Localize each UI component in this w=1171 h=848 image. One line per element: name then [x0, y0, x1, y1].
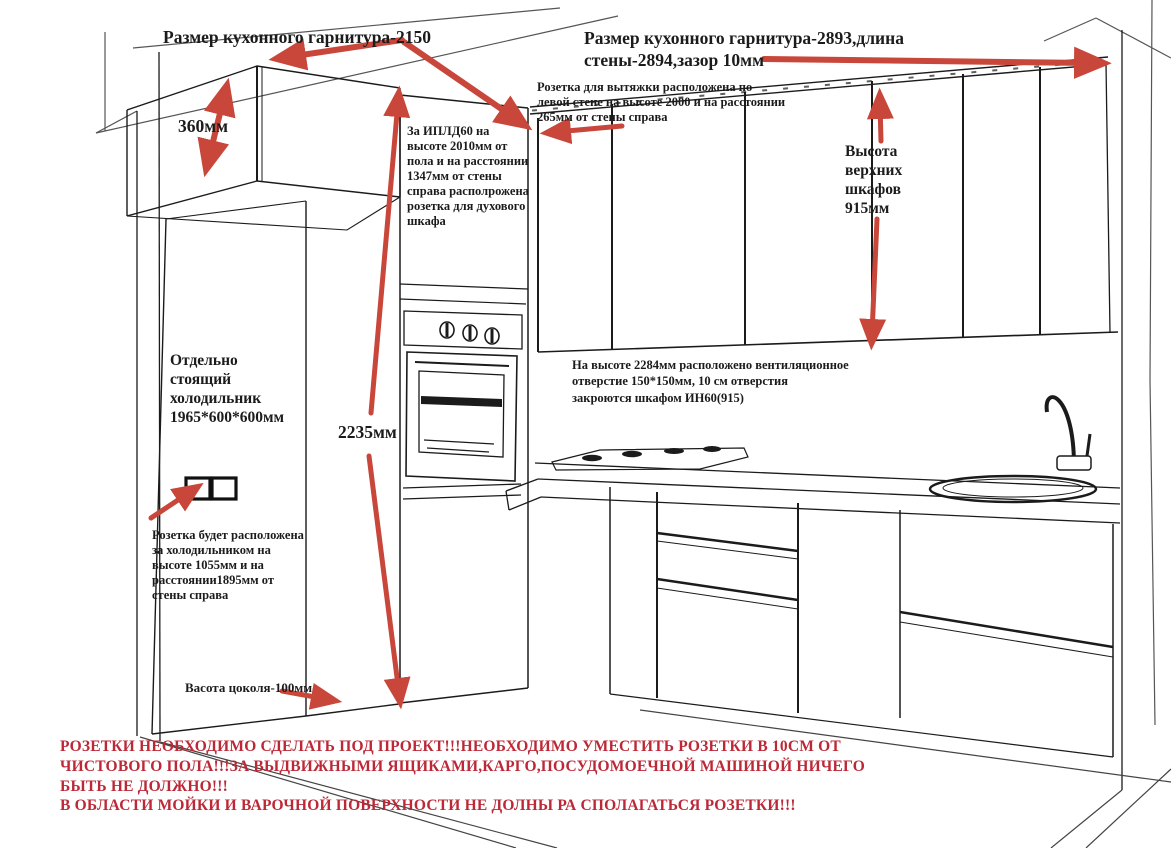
label-hood-socket	[537, 80, 785, 125]
label-cabinet-width-left: Размер кухонного гарнитура-2150	[163, 27, 432, 47]
text-line: холодильник	[170, 389, 262, 407]
label-upper-cabinet-height	[845, 143, 902, 219]
arrow-2235-top	[371, 102, 398, 413]
text-line: Розетка будет расположена	[152, 528, 304, 542]
text-line: закроются шкафом ИН60(915)	[572, 390, 744, 405]
arrow-width-2150-right	[404, 42, 516, 119]
text-line: стены-2894,зазор 10мм	[584, 49, 764, 70]
label-cabinet-width-right	[584, 28, 904, 72]
fridge-column	[152, 201, 399, 734]
faucet	[1047, 397, 1091, 470]
text-line: шкафа	[407, 214, 446, 228]
socket-symbol	[186, 478, 236, 499]
room-corners	[137, 30, 1122, 790]
warning-line: ЧИСТОВОГО ПОЛА!!!ЗА ВЫДВИЖНЫМИ ЯЩИКАМИ,КАРГО,ПОСУДОМОЕЧНОЙ МАШИНОЙ НИЧЕГО	[60, 757, 865, 775]
text-line: шкафов	[845, 180, 901, 198]
label-plinth-height: Васота цоколя-100мм	[185, 680, 313, 695]
built-in-oven	[403, 311, 522, 499]
oven-knobs	[440, 322, 499, 344]
text-line: 1347мм от стены	[407, 169, 502, 183]
text-line: верхних	[845, 161, 903, 179]
sink	[930, 476, 1096, 502]
text-line: стены справа	[152, 588, 229, 602]
label-tall-column-height: 2235мм	[338, 422, 397, 442]
over-fridge-cabinet	[127, 66, 400, 230]
label-over-fridge-height: 360мм	[178, 116, 229, 136]
text-line: 915мм	[845, 199, 890, 217]
warning-line: БЫТЬ НЕ ДОЛЖНО!!!	[60, 777, 229, 795]
text-line: высоте 2010мм от	[407, 139, 508, 153]
label-oven-socket	[407, 124, 529, 229]
arrow-915-top	[880, 104, 881, 141]
label-fridge	[170, 352, 284, 428]
warning-text	[60, 737, 865, 816]
warning-line: РОЗЕТКИ НЕОБХОДИМО СДЕЛАТЬ ПОД ПРОЕКТ!!!НЕОБХОДИМО УМЕСТИТЬ РОЗЕТКИ В 10СМ ОТ	[60, 738, 841, 755]
arrow-2235-bottom	[369, 456, 399, 693]
arrow-fridge-socket	[151, 492, 190, 518]
text-line: справа располрожена	[407, 184, 529, 198]
text-line: стоящий	[170, 370, 232, 388]
text-line: за холодильником на	[152, 543, 271, 557]
countertop	[506, 463, 1120, 523]
warning-line: В ОБЛАСТИ МОЙКИ И ВАРОЧНОЙ ПОВЕРХНОСТИ НЕ ДОЛНЫ РА СПОЛАГАТЬСЯ РОЗЕТКИ!!!	[60, 797, 796, 815]
text-line: Розетка для вытяжки расположена по	[537, 80, 753, 94]
text-line: Отдельно	[170, 352, 238, 369]
text-line: 265мм от стены справа	[537, 110, 668, 124]
text-line: пола и на расстоянии	[407, 154, 529, 168]
text-line: На высоте 2284мм расположено вентиляционное	[572, 358, 849, 372]
cooktop	[552, 446, 748, 470]
text-line: За ИПЛД60 на	[407, 124, 490, 138]
text-line: левой стене на высоте 2000 и на расстоянии	[537, 95, 786, 109]
text-line: отверстие 150*150мм, 10 см отверстия	[572, 374, 789, 389]
text-line: расстоянии1895мм от	[152, 573, 275, 587]
text-line: Размер кухонного гарнитура-2893,длина	[584, 28, 904, 48]
label-fridge-socket	[152, 528, 304, 603]
text-line: Высота	[845, 143, 898, 160]
label-vent	[572, 357, 849, 406]
text-line: высоте 1055мм и на	[152, 558, 264, 572]
text-line: розетка для духового	[407, 199, 526, 213]
text-line: 1965*600*600мм	[170, 408, 285, 426]
